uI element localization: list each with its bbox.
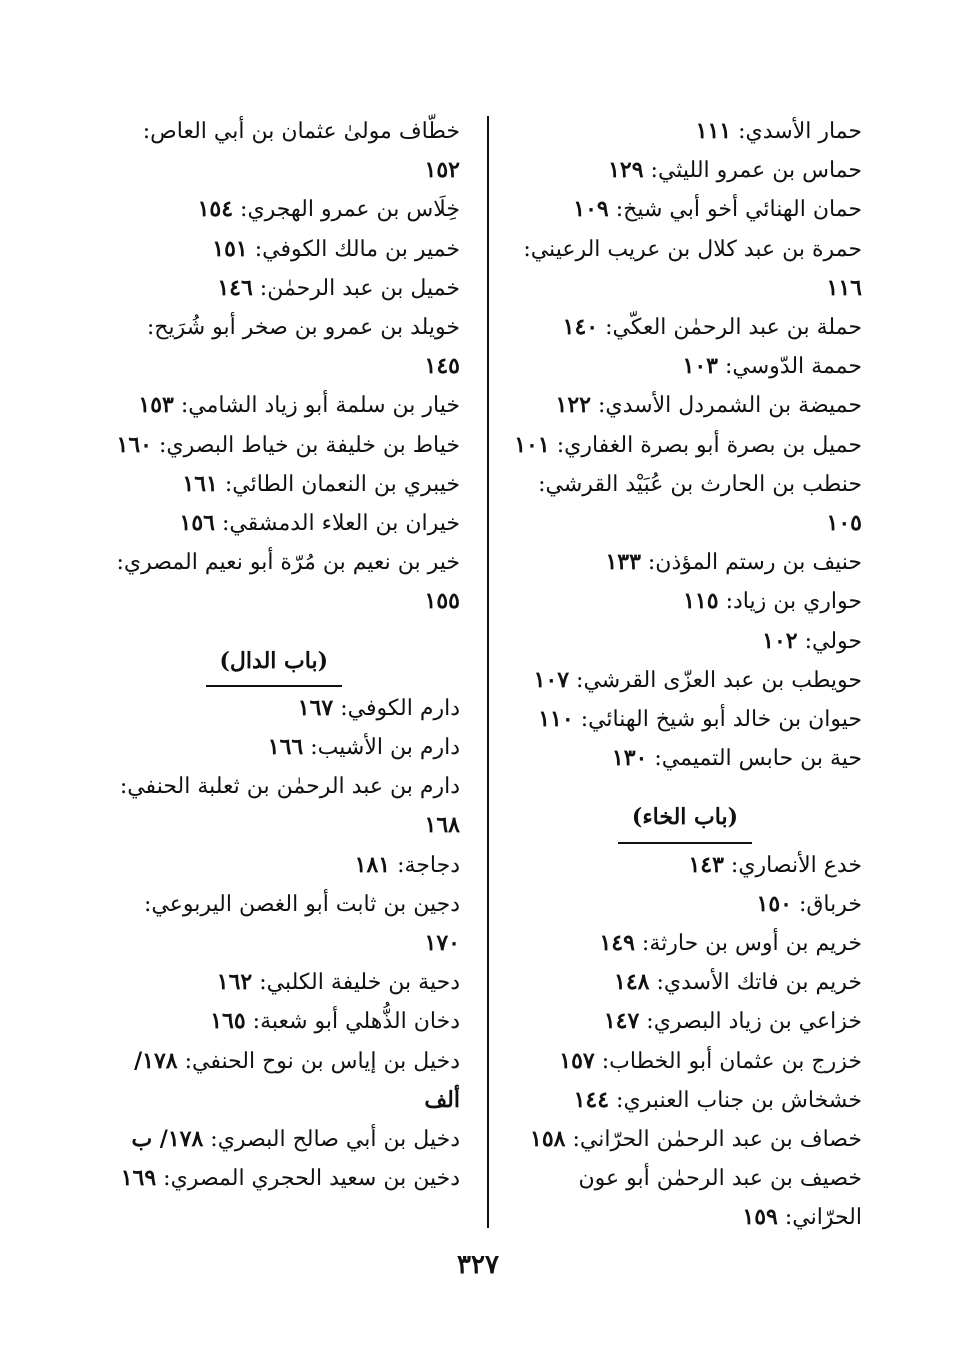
- entry-name: حية بن حابس التميمي:: [654, 746, 862, 772]
- entry-name: خريم بن فاتك الأسدي:: [656, 970, 862, 996]
- index-entry: [510, 1159, 862, 1237]
- entry-name: خياط بن خليفة بن خياط البصري:: [158, 432, 460, 458]
- entry-page-number: ١٠٩: [573, 196, 609, 223]
- entry-name: خزرج بن عثمان أبو الخطاب:: [601, 1048, 862, 1074]
- entry-page-number: ١٣٣: [605, 549, 641, 576]
- entry-page-number: ١٦٩: [120, 1165, 157, 1192]
- entry-page-number: ١١٥: [683, 588, 719, 615]
- entry-name: خصيف بن عبد الرحمٰن أبو عون الحرّاني:: [578, 1166, 862, 1231]
- entry-page-number: ١٥٦: [179, 510, 215, 537]
- right-column: [510, 112, 862, 1238]
- entry-page-number: ١١٦: [826, 274, 862, 301]
- entry-page-number: ١٦٨: [424, 812, 460, 839]
- entry-name: خِلَاس بن عمرو الهجري:: [240, 197, 460, 223]
- entry-page-number: ١٥٥: [424, 588, 460, 615]
- index-entry: [108, 112, 460, 190]
- index-entry: [510, 885, 862, 924]
- entry-name: حنطب بن الحارث بن عُبَيْد القرشي:: [538, 471, 862, 497]
- index-entry: [108, 504, 460, 543]
- index-entry: [510, 924, 862, 963]
- index-entry: [510, 582, 862, 621]
- index-entry: [108, 308, 460, 386]
- index-entry: [510, 846, 862, 885]
- entry-page-number: ١١٠: [538, 706, 574, 733]
- entry-page-number: ١٠٣: [682, 353, 718, 380]
- entry-name: دخيل بن أبي صالح البصري:: [210, 1127, 460, 1153]
- entry-page-number: ١٥٢: [424, 157, 460, 184]
- entry-name: خمير بن مالك الكوفي:: [254, 236, 460, 262]
- entry-page-number: ١٤٠: [562, 314, 599, 341]
- section-dal: [108, 642, 460, 687]
- entry-page-number: ١٦٢: [216, 969, 253, 996]
- index-entry: [108, 543, 460, 621]
- index-entry: [108, 426, 460, 465]
- entry-name: خدع الأنصاري:: [730, 852, 862, 878]
- left-entries-top: [108, 112, 460, 622]
- entry-page-number: ١٥٩: [742, 1204, 778, 1231]
- index-entry: [108, 767, 460, 845]
- entry-name: خزاعي بن زياد البصري:: [646, 1009, 862, 1035]
- section-title-kha: (باب الخاء): [618, 798, 752, 843]
- left-entries-bottom: [108, 689, 460, 1199]
- entry-name: دخين بن سعيد الحجري المصري:: [163, 1166, 460, 1192]
- index-entry: [510, 963, 862, 1002]
- entry-page-number: ١٠٥: [826, 510, 862, 537]
- index-entry: [108, 1159, 460, 1198]
- page-number: ٣٢٧: [457, 1250, 499, 1280]
- index-entry: [510, 1081, 862, 1120]
- index-entry: [108, 269, 460, 308]
- right-entries-bottom: [510, 846, 862, 1238]
- entry-page-number: ١٥٨: [530, 1126, 566, 1153]
- index-entry: [510, 308, 862, 347]
- entry-page-number: ١٠٧: [533, 666, 570, 693]
- index-entry: [108, 386, 460, 425]
- index-entry: [108, 728, 460, 767]
- entry-page-number: ١٣٠: [611, 745, 648, 772]
- entry-page-number: ١٠١: [514, 431, 550, 458]
- section-title-dal: (باب الدال): [206, 642, 342, 687]
- index-entry: [510, 1002, 862, 1041]
- entry-page-number: ١٤٤: [573, 1086, 610, 1113]
- index-entry: [108, 1002, 460, 1041]
- entry-name: خشخاش بن جناب العنبري:: [616, 1087, 862, 1113]
- entry-page-number: ١٦٦: [267, 734, 304, 761]
- entry-page-number: ١٤٩: [599, 930, 635, 957]
- index-entry: [510, 700, 862, 739]
- entry-name: حمان الهنائي أخو أبي شيخ:: [615, 197, 862, 223]
- index-entry: [108, 1042, 460, 1120]
- entry-name: خميل بن عبد الرحمٰن:: [259, 275, 460, 301]
- index-entry: [510, 622, 862, 661]
- index-entry: [108, 1120, 460, 1159]
- entry-name: دخيل بن إياس بن نوح الحنفي:: [184, 1048, 460, 1074]
- column-divider: [487, 116, 489, 1228]
- entry-page-number: ١٧٨/ ب: [131, 1126, 204, 1153]
- index-entry: [108, 190, 460, 229]
- entry-name: حمرة بن عبد كلال بن عريب الرعيني:: [523, 236, 862, 262]
- entry-name: خرباق:: [798, 891, 862, 917]
- index-entry: [510, 739, 862, 778]
- entry-name: خيار بن سلمة أبو زياد الشامي:: [180, 393, 460, 419]
- entry-page-number: ١٥١: [212, 235, 248, 262]
- entry-name: خويلد بن عمرو بن صخر أبو شُرَيح:: [146, 315, 460, 341]
- entry-page-number: ١٤٦: [217, 274, 253, 301]
- entry-name: حويطب بن عبد العزّى القرشي:: [576, 667, 862, 693]
- index-entry: [108, 963, 460, 1002]
- index-entry: [510, 426, 862, 465]
- entry-name: دحية بن خليفة الكلبي:: [259, 970, 460, 996]
- entry-page-number: ١٦١: [182, 470, 218, 497]
- entry-page-number: ١٧٨/ ألف: [134, 1047, 460, 1113]
- index-entry: [510, 347, 862, 386]
- entry-name: خريم بن أوس بن حارثة:: [641, 931, 862, 957]
- entry-name: خصاف بن عبد الرحمٰن الحرّاني:: [572, 1127, 862, 1153]
- entry-page-number: ١٧٠: [424, 930, 460, 957]
- entry-page-number: ١٢٩: [608, 157, 644, 184]
- entry-page-number: ١٤٧: [603, 1008, 640, 1035]
- index-entry: [510, 386, 862, 425]
- entry-page-number: ١٢٢: [555, 392, 591, 419]
- entry-name: حمار الأسدي:: [738, 119, 862, 144]
- entry-name: دارم بن الأشيب:: [310, 735, 460, 761]
- entry-name: حولي:: [804, 628, 862, 654]
- index-entry: [108, 885, 460, 963]
- index-entry: [510, 1120, 862, 1159]
- entry-page-number: ١٥٤: [197, 196, 234, 223]
- entry-name: دارم الكوفي:: [340, 695, 460, 721]
- entry-name: دجاجة:: [397, 852, 460, 878]
- entry-name: دخان الذُّهلي أبو شعبة:: [252, 1009, 460, 1035]
- entry-page-number: ١٥٠: [756, 890, 792, 917]
- entry-name: خير بن نعيم بن مُرّة أبو نعيم المصري:: [116, 550, 460, 576]
- index-entry: [510, 661, 862, 700]
- index-entry: [510, 112, 862, 151]
- section-kha: [510, 798, 862, 843]
- entry-name: دجين بن ثابت أبو الغصن اليربوعي:: [144, 891, 460, 917]
- entry-name: خطّاف مولىٰ عثمان بن أبي العاص:: [142, 119, 460, 144]
- index-entry: [510, 151, 862, 190]
- entry-name: حممة الدّوسي:: [725, 354, 862, 380]
- entry-name: حميل بن بصرة أبو بصرة الغفاري:: [556, 432, 862, 458]
- entry-name: حماس بن عمرو الليثي:: [650, 158, 862, 184]
- entry-name: حملة بن عبد الرحمٰن العكّي:: [605, 315, 862, 341]
- entry-page-number: ١٤٥: [424, 353, 460, 380]
- entry-page-number: ١٦٠: [116, 431, 152, 458]
- entry-page-number: ١٥٣: [138, 392, 174, 419]
- entry-page-number: ١٠٢: [762, 627, 798, 654]
- index-entry: [510, 1042, 862, 1081]
- entry-name: حواري بن زياد:: [725, 589, 862, 615]
- entry-name: حنيف بن رستم المؤذن:: [647, 550, 862, 576]
- entry-name: دارم بن عبد الرحمٰن بن ثعلبة الحنفي:: [119, 774, 460, 800]
- index-entry: [108, 230, 460, 269]
- entry-page-number: ١٥٧: [559, 1047, 595, 1074]
- index-entry: [510, 230, 862, 308]
- entry-page-number: ١٦٧: [297, 694, 334, 721]
- left-column: [108, 112, 460, 1198]
- index-entry: [108, 846, 460, 885]
- index-entry: [510, 190, 862, 229]
- right-entries-top: [510, 112, 862, 778]
- index-entry: [108, 689, 460, 728]
- entry-name: حيوان بن خالد أبو شيخ الهنائي:: [580, 707, 862, 733]
- index-entry: [108, 465, 460, 504]
- entry-page-number: ١٤٨: [614, 969, 650, 996]
- entry-page-number: ١٦٥: [210, 1008, 246, 1035]
- entry-name: خيران بن العلاء الدمشقي:: [221, 511, 460, 537]
- index-entry: [510, 543, 862, 582]
- entry-page-number: ١٨١: [354, 851, 391, 878]
- entry-page-number: ١١١: [695, 118, 732, 144]
- entry-name: خيبري بن النعمان الطائي:: [224, 471, 460, 497]
- index-entry: [510, 465, 862, 543]
- entry-name: حميضة بن الشمردل الأسدي:: [597, 393, 862, 419]
- entry-page-number: ١٤٣: [688, 851, 724, 878]
